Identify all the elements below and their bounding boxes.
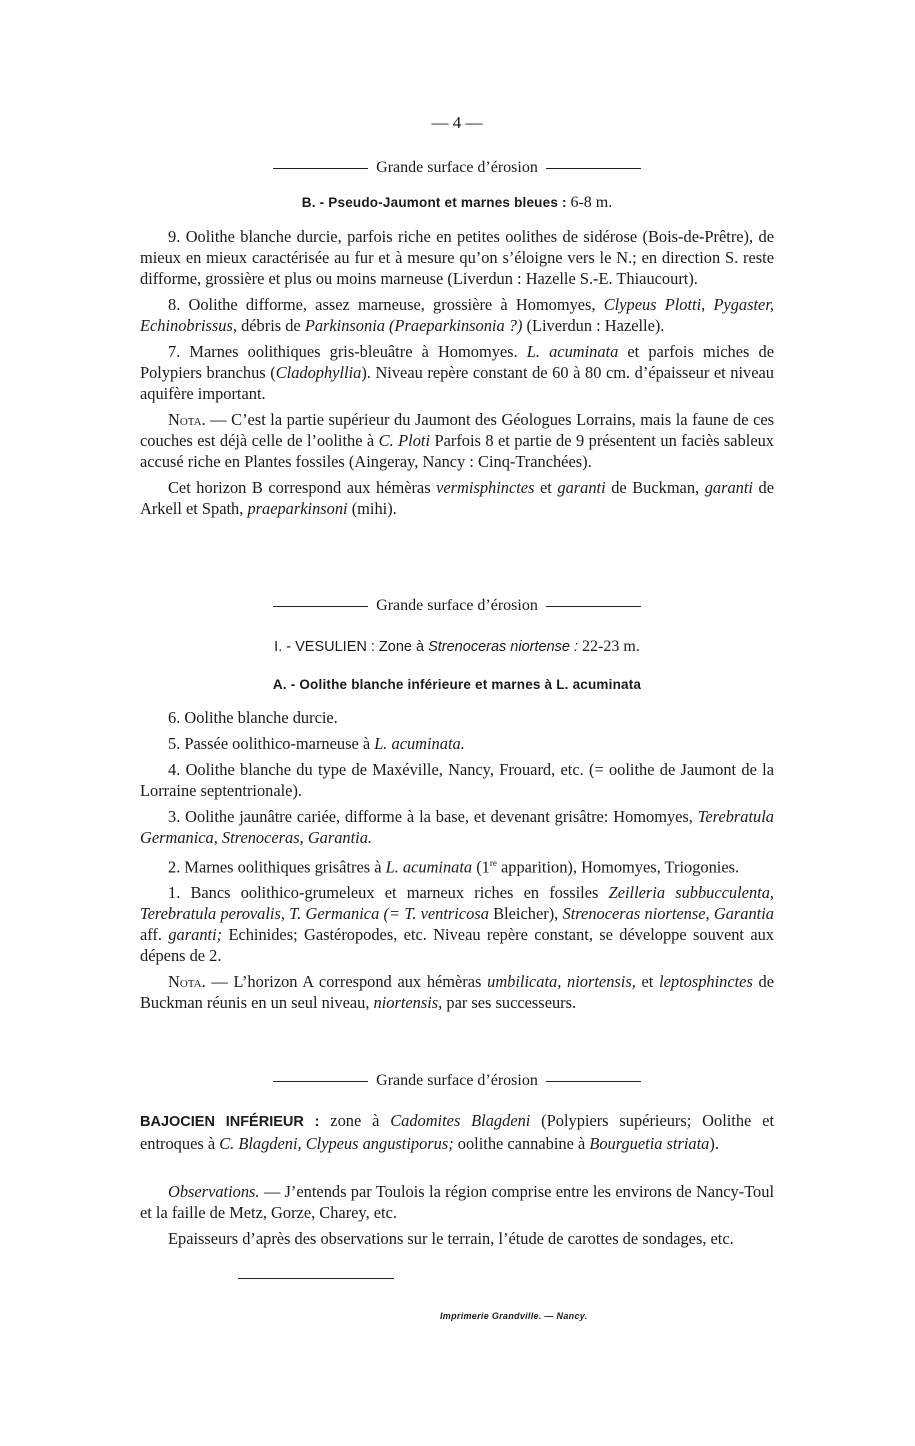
divider-text: Grande surface d’érosion	[376, 597, 538, 614]
section-a-body	[140, 707, 774, 1018]
bajocien-block	[140, 1110, 774, 1159]
observations-paragraph: Observations. — J’entends par Toulois la région comprise entre les environs de Nancy-Toul et la faille de Metz, Gorze, Charey, etc.	[140, 1182, 774, 1222]
divider-rule	[273, 606, 368, 607]
page-number: — 4 —	[431, 113, 483, 132]
paragraph-7: 7. Marnes oolithiques gris-bleuâtre à Homomyes. L. acuminata et parfois miches de Polypiers branchus (Cladophyllia). Niveau repère constant de 60 à 80 cm. d’épaisseur et niveau aquifère important.	[140, 342, 774, 403]
erosion-divider-1	[140, 159, 774, 177]
horizon-b: Cet horizon B correspond aux hémèras vermisphinctes et garanti de Buckman, garanti de Arkell et Spath, praeparkinsoni (mihi).	[140, 478, 774, 518]
section-b-body	[140, 226, 774, 524]
printer-imprint: Imprimerie Grandville. — Nancy.	[440, 1311, 588, 1321]
divider-rule	[546, 168, 641, 169]
nota-a: Nota. — L’horizon A correspond aux hémèras umbilicata, niortensis, et leptosphinctes de Buckman réunis en un seul niveau, niortensis, par ses successeurs.	[140, 972, 774, 1013]
nota-b: Nota. — C’est la partie supérieur du Jaumont des Géologues Lorrains, mais la faune de ces couches est déjà celle de l’oolithe à C. Ploti Parfois 8 et partie de 9 présentent un faciès sableux accusé riche en Plantes fossiles (Aingeray, Nancy : Cinq-Tranchées).	[140, 410, 774, 471]
paragraph-3: 3. Oolithe jaunâtre cariée, difforme à la base, et devenant grisâtre: Homomyes, Terebratula Germanica, Strenoceras, Garantia.	[140, 807, 774, 847]
paragraph-1: 1. Bancs oolithico-grumeleux et marneux riches en fossiles Zeilleria subbucculenta, Terebratula perovalis, T. Germanica (= T. ventricosa Bleicher), Strenoceras niortense, Garantia aff. garanti; Echinides; Gastéropodes, etc. Niveau repère constant, se développe souvent aux dépens de 2.	[140, 883, 775, 966]
divider-rule	[273, 168, 368, 169]
epaisseurs-paragraph: Epaisseurs d’après des observations sur le terrain, l’étude de carottes de sondages, etc.	[168, 1229, 734, 1248]
divider-text: Grande surface d’érosion	[376, 159, 538, 176]
closing-rule	[238, 1278, 394, 1279]
vesulien-heading: I. - VESULIEN : Zone à Strenoceras niortense : 22-23 m.	[274, 638, 640, 655]
section-a-heading: A. - Oolithe blanche inférieure et marnes à L. acuminata	[272, 677, 642, 692]
bajocien-paragraph: BAJOCIEN INFÉRIEUR : zone à Cadomites Blagdeni (Polypiers supérieurs; Oolithe et entroques à C. Blagdeni, Clypeus angustiporus; oolithe cannabine à Bourguetia striata).	[140, 1111, 774, 1153]
divider-rule	[546, 606, 641, 607]
erosion-divider-2	[140, 597, 774, 615]
divider-text: Grande surface d’érosion	[376, 1072, 538, 1089]
paragraph-9: 9. Oolithe blanche durcie, parfois riche en petites oolithes de sidérose (Bois-de-Prêtre), de mieux en mieux caractérisée au fur et à mesure qu’on s’éloigne vers le N.; en direction S. reste difforme, grossière et plus ou moins marneuse (Liverdun : Hazelle S.-E. Thiaucourt).	[140, 227, 774, 288]
divider-rule	[546, 1081, 641, 1082]
paragraph-8: 8. Oolithe difforme, assez marneuse, grossière à Homomyes, Clypeus Plotti, Pygaster, Echinobrissus, débris de Parkinsonia (Praeparkinsonia ?) (Liverdun : Hazelle).	[140, 295, 774, 335]
paragraph-5: 5. Passée oolithico-marneuse à L. acuminata.	[168, 734, 465, 753]
observations-block	[140, 1181, 774, 1254]
divider-rule	[273, 1081, 368, 1082]
section-b-heading: B. - Pseudo-Jaumont et marnes bleues : 6-8 m.	[301, 194, 613, 211]
paragraph-2: 2. Marnes oolithiques grisâtres à L. acuminata (1re apparition), Homomyes, Triogonies.	[168, 857, 740, 877]
paragraph-6: 6. Oolithe blanche durcie.	[168, 708, 338, 727]
paragraph-4: 4. Oolithe blanche du type de Maxéville, Nancy, Frouard, etc. (= oolithe de Jaumont de la Lorraine septentrionale).	[140, 760, 774, 800]
erosion-divider-3	[140, 1072, 774, 1090]
